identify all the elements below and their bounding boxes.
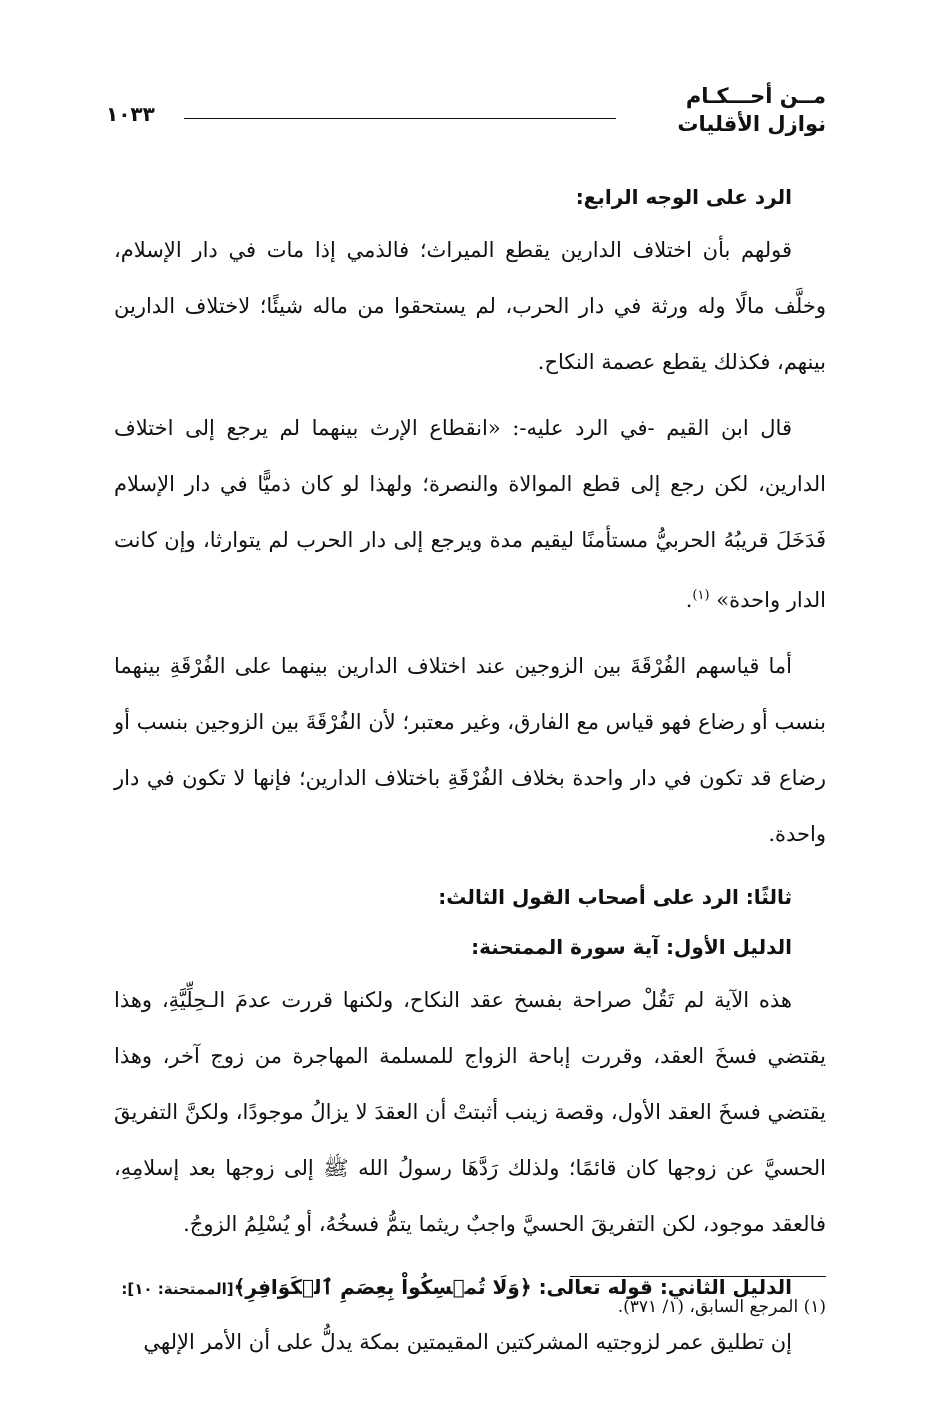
paragraph-umar-divorce: إن تطليق عمر لزوجتيه المشركتين المقيمتين بمكة يدلُّ على أن الأمر الإلهي [143, 1330, 792, 1354]
footnote-rule [570, 1276, 826, 1277]
paragraph-ibn-alqayyim-quote [114, 400, 826, 628]
footnote-marker: (١) [692, 588, 710, 603]
paragraph-mumtahana-verse: هذه الآية لم تَقُلْ صراحة بفسخ عقد النكاح، ولكنها قررت عدمَ الـحِلِّيَّةِ، وهذا يقتضي فسخَ العقد، وقررت إباحة الزواج للمسلمة المهاجرة من زوج آخر، وهذا يقتضي فسخَ العقد الأول، وقصة زينب أثبتتْ أن العقدَ لا يزالُ موجودًا، ولكنَّ التفريقَ الحسيَّ عن زوجها كان قائمًا؛ ولذلك رَدَّهَا رسولُ الله ﷺ إلى زوجها بعد إسلامِهِ، فالعقد موجود، لكن التفريقَ الحسيَّ واجبٌ ريثما يتمُّ فسخُهُ، أو يُسْلِمُ الزوجُ. [114, 988, 826, 1236]
footnote-1: (١) المرجع السابق، (١/ ٣٧١). [617, 1297, 826, 1317]
running-title [677, 82, 826, 138]
section-heading-fourth-point: الرد على الوجه الرابع: [575, 185, 792, 209]
verse-reference: [الممتحنة: ١٠]: [121, 1280, 234, 1298]
running-title-line2: نوازل الأقليات [677, 112, 826, 136]
paragraph-inheritance-argument: قولهم بأن اختلاف الدارين يقطع الميراث؛ فالذمي إذا مات في دار الإسلام، وخلَّف مالًا وله ورثة في دار الحرب، لم يستحقوا من ماله شيئًا؛ لاختلاف الدارين بينهم، فكذلك يقطع عصمة النكاح. [114, 238, 826, 374]
quote-end: . [685, 588, 693, 612]
quran-verse: ﴿وَلَا تُمۡسِكُواْ بِعِصَمِ ٱلۡكَوَافِرِ﴾ [233, 1275, 532, 1299]
page-header [106, 82, 826, 142]
section-heading-first-evidence: الدليل الأول: آية سورة الممتحنة: [471, 935, 792, 959]
quote-text: قال ابن القيم -في الرد عليه-: «انقطاع الإرث بينهما لم يرجع إلى اختلاف الدارين، لكن رجع إلى قطع الموالاة والنصرة؛ ولهذا لو كان ذميًّا في دار الإسلام فَدَخَلَ قريبُهُ الحربيُّ مستأمنًا ليقيم مدة ويرجع إلى دار الحرب لم يتوارثا، وإن كانت الدار واحدة» [114, 416, 826, 612]
section-heading-third-opinion: ثالثًا: الرد على أصحاب القول الثالث: [438, 885, 792, 909]
page-number: ١٠٣٣ [106, 102, 155, 126]
running-title-line1: مــن أحـــكـام [685, 84, 826, 108]
second-evidence-label: الدليل الثاني: قوله تعالى: [538, 1275, 792, 1299]
page-body [114, 172, 826, 1380]
paragraph-analogy-rebuttal: أما قياسهم الفُرْقَةَ بين الزوجين عند اختلاف الدارين بينهما على الفُرْقَةِ بينهما بنسب أو رضاع فهو قياس مع الفارق، وغير معتبر؛ لأن الفُرْقَةَ بين الزوجين بنسب أو رضاع قد تكون في دار واحدة بخلاف الفُرْقَةِ باختلاف الدارين؛ فإنها لا تكون في دار واحدة. [114, 654, 826, 846]
header-rule [184, 118, 616, 119]
